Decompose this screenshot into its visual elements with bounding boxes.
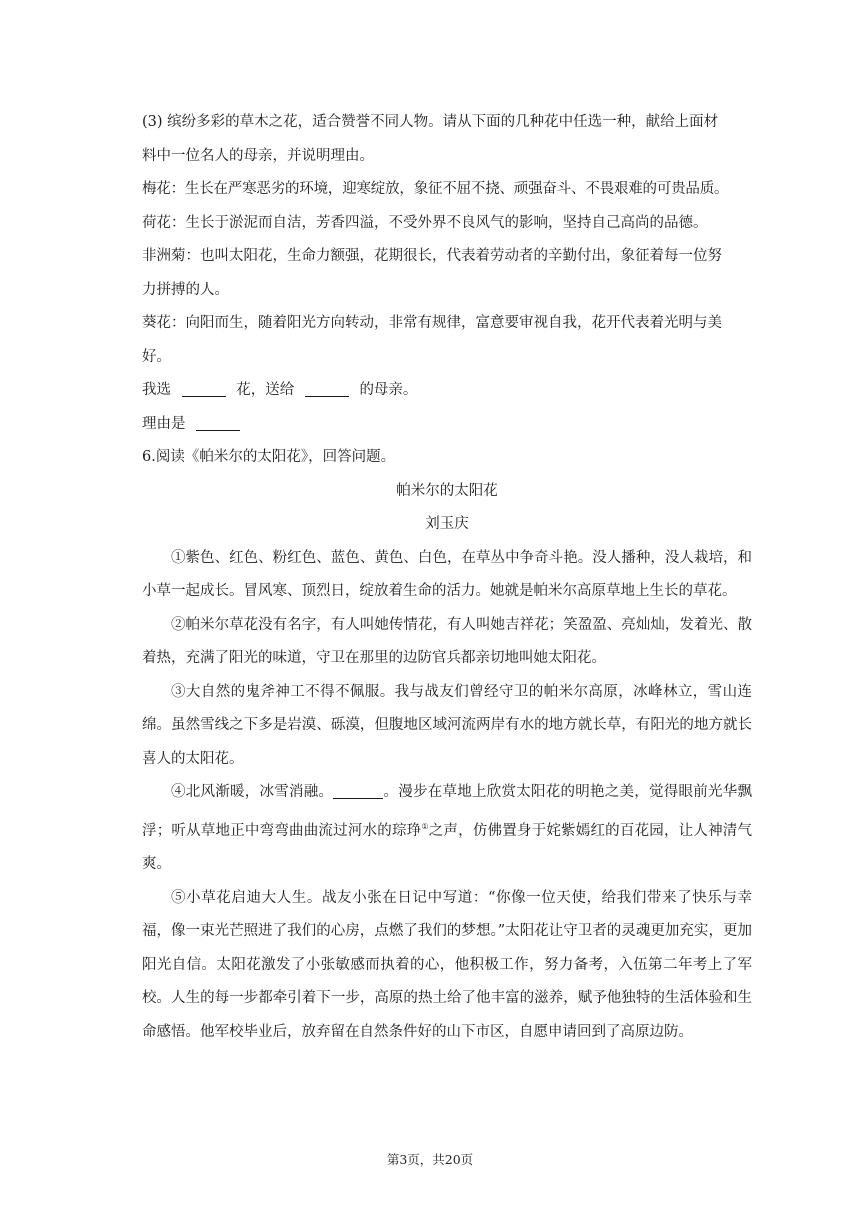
- article-paragraph-3: ③大自然的鬼斧神工不得不佩服。我与战友们曾经守卫的帕米尔高原，冰峰林立，雪山连绵。虽然雪线之下多是岩漠、砾漠，但腹地区域河流两岸有水的地方就长草，有阳光的地方就长喜人的太阳花。: [142, 683, 752, 767]
- choice-sentence: [142, 374, 752, 408]
- choice-text-3: 的母亲。: [359, 382, 418, 398]
- page-footer: 第3页，共20页: [386, 1152, 474, 1167]
- article-author: 刘玉庆: [425, 516, 469, 532]
- footnote-marker: ①: [421, 821, 429, 831]
- reason-label: 理由是: [142, 415, 186, 432]
- sunflower-option-line2: 好。: [142, 348, 171, 365]
- choice-text-1: 我选: [142, 382, 171, 398]
- reason-line: [142, 408, 752, 442]
- lotus-flower-option: 荷花：生长于淤泥而自洁，芳香四溢，不受外界不良风气的影响，坚持自己高尚的品德。: [142, 214, 708, 231]
- choice-text-2: 花，送给: [236, 382, 295, 398]
- question-6-prompt: [142, 441, 752, 475]
- page-content: [142, 106, 752, 1049]
- q5-3-intro-line1: (3) 缤纷多彩的草木之花，适合赞誉不同人物。请从下面的几种花中任选一种，献给上面材: [142, 114, 719, 130]
- gerbera-option-line2: 力拼搏的人。: [142, 281, 229, 298]
- article-paragraph-2: ②帕米尔草花没有名字，有人叫她传情花，有人叫她吉祥花；笑盈盈、亮灿灿，发着光、散着热，充满了阳光的味道，守卫在那里的边防官兵都亲切地叫她太阳花。: [142, 616, 752, 666]
- person-blank[interactable]: [305, 380, 349, 397]
- article-paragraph-5: ⑤小草花启迪大人生。战友小张在日记中写道：“你像一位天使，给我们带来了快乐与幸福，像一束光芒照进了我们的心房，点燃了我们的梦想。”太阳花让守卫者的灵魂更加充实，更加阳光自信。太阳花激发了小张敏感而执着的心，他积极工作，努力备考，入伍第二年考上了军校。人生的每一步都牵引着下一步，高原的热土给了他丰富的滋养，赋予他独特的生活体验和生命感悟。他军校毕业后，放弃留在自然条件好的山下市区，自愿申请回到了高原边防。: [142, 889, 752, 1040]
- reason-blank[interactable]: [196, 414, 240, 431]
- question-6-text: 阅读《帕米尔的太阳花》，回答问题。: [155, 449, 396, 465]
- article-title: 帕米尔的太阳花: [396, 482, 498, 499]
- para4-start: ④北风渐暖，冰雪消融。: [171, 784, 334, 800]
- para4-blank[interactable]: [333, 782, 383, 799]
- question-number: 6.: [142, 449, 156, 465]
- para4-end: 之声，仿佛置身于姹紫嫣红的百花园，让人神清气爽。: [142, 822, 752, 872]
- q5-3-intro-line2: 料中一位名人的母亲，并说明理由。: [142, 147, 374, 164]
- article-paragraph-4: [142, 776, 752, 882]
- para4-middle: 。漫步在草地上欣赏太阳花的明艳之美，觉得眼前光华飘浮；听从草地正中弯弯曲曲流过河水的琮琤: [142, 784, 752, 839]
- gerbera-option-line1: 非洲菊：也叫太阳花，生命力额强，花期很长，代表着劳动者的辛勤付出，象征着每一位努: [142, 248, 722, 264]
- sunflower-option-line1: 葵花：向阳而生，随着阳光方向转动，非常有规律，富意要审视自我，花开代表着光明与美: [142, 315, 722, 331]
- flower-blank[interactable]: [182, 380, 226, 397]
- plum-flower-option: 梅花：生长在严寒恶劣的环境，迎寒绽放，象征不屈不挠、顽强奋斗、不畏艰难的可贵品质。: [142, 181, 729, 197]
- article-paragraph-1: ①紫色、红色、粉红色、蓝色、黄色、白色，在草丛中争奇斗艳。没人播种，没人栽培，和小草一起成长。冒风寒、顶烈日，绽放着生命的活力。她就是帕米尔高原草地上生长的草花。: [142, 549, 752, 599]
